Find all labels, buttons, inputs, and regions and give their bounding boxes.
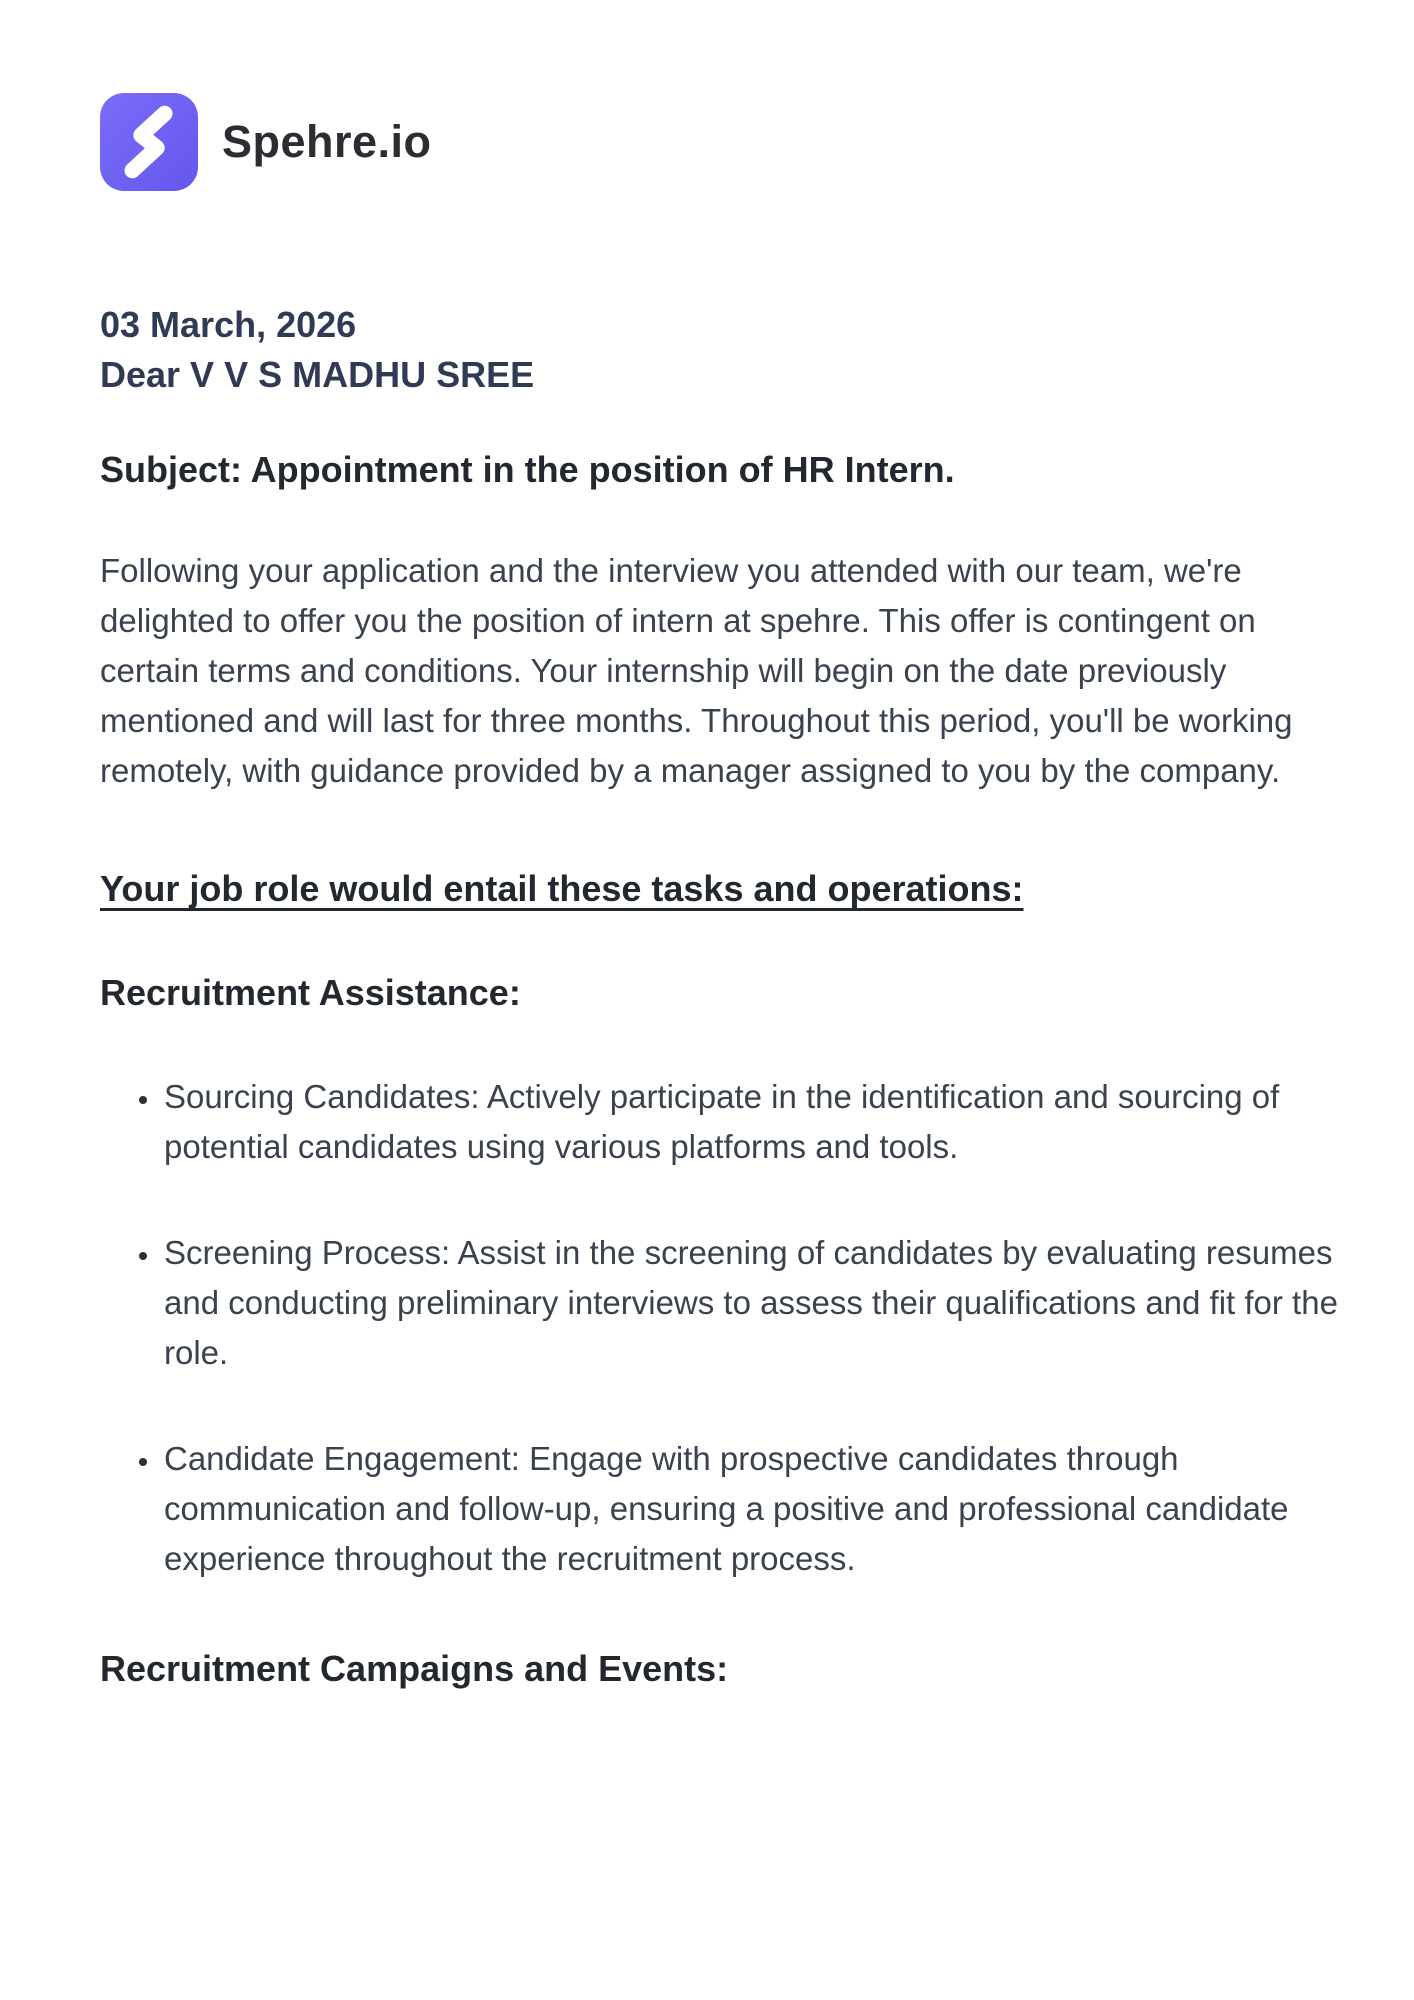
letter-date: 03 March, 2026 xyxy=(100,304,357,345)
intro-paragraph: Following your application and the interview you attended with our team, we're delighted to offer you the position of intern at spehre. This offer is contingent on certain terms and conditions. Your internship will begin on the date previously mentioned and will last for three months. Throughout this period, you'll be working remotely, with guidance provided by a manager assigned to you by the company. xyxy=(100,552,1293,789)
brand-header xyxy=(100,92,1340,192)
greeting-line: Dear V V S MADHU SREE xyxy=(100,354,535,395)
recruitment-assistance-list xyxy=(100,1072,1340,1584)
bullet-sourcing-candidates: • Sourcing Candidates: Actively participate in the identification and sourcing of potential candidates using various platforms and tools. xyxy=(162,1072,1340,1172)
brand-name: Spehre.io xyxy=(222,116,432,167)
section-title-recruitment-assistance: Recruitment Assistance: xyxy=(100,972,521,1013)
spehre-logo xyxy=(100,93,198,191)
letter-content xyxy=(100,92,1340,1690)
tasks-heading: Your job role would entail these tasks and operations: xyxy=(100,868,1024,909)
bullet-screening-process: • Screening Process: Assist in the screening of candidates by evaluating resumes and conducting preliminary interviews to assess their qualifications and fit for the role. xyxy=(162,1228,1340,1378)
subject-line: Subject: Appointment in the position of HR Intern. xyxy=(100,449,955,490)
s-bolt-icon xyxy=(100,93,198,191)
date-greeting-block xyxy=(100,300,1340,400)
bullet-candidate-engagement: • Candidate Engagement: Engage with prospective candidates through communication and follow-up, ensuring a positive and professional candidate experience throughout the recruitment process. xyxy=(162,1434,1340,1584)
section-title-recruitment-campaigns: Recruitment Campaigns and Events: xyxy=(100,1648,729,1689)
